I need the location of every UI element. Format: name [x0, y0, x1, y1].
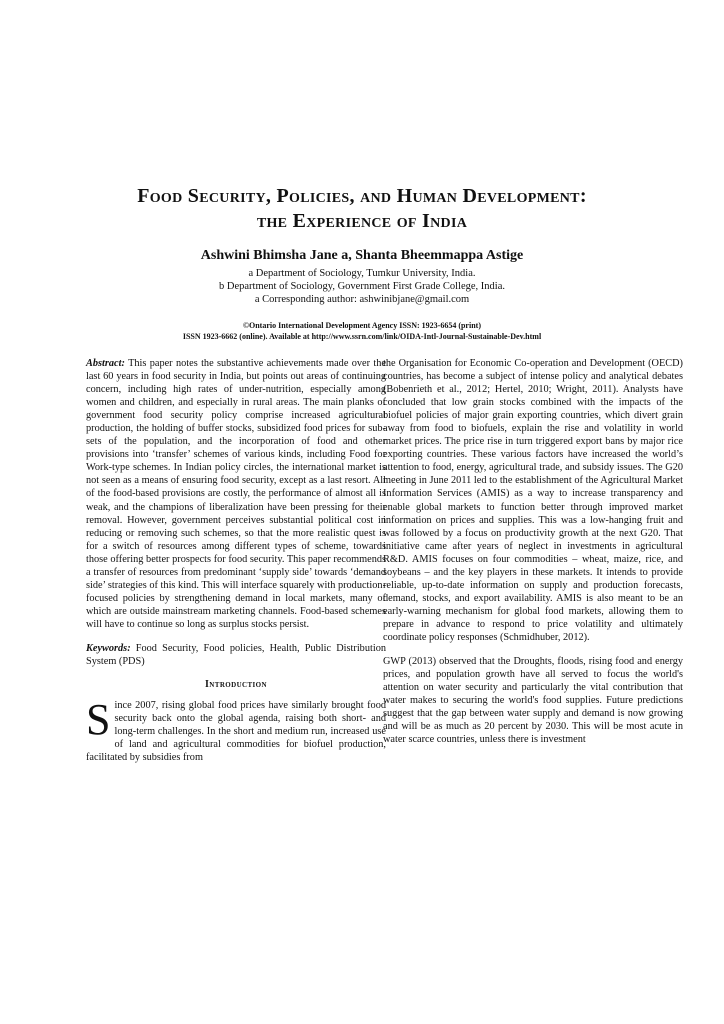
keywords-text: Food Security, Food policies, Health, Public Distribution System (PDS): [86, 642, 386, 668]
title-line-2: the Experience of India: [256, 210, 468, 232]
affiliation-a: a Department of Sociology, Tumkur University, India.: [248, 268, 476, 279]
copyright-line-2: ISSN 1923-6662 (online). Available at http://www.ssrn.com/link/OIDA-Intl-Journal-Sustainable-Dev.html: [182, 332, 542, 341]
left-column: [86, 357, 386, 764]
abstract-text: This paper notes the substantive achievements made over the last 60 years in food security in India, but points out areas of continuing concern, including high rates of under-nutrition, especially among women and children, and especially in rural areas. The main planks of government food security policy comprise increased agricultural production, the holding of buffer stocks, subsidized food prices for sub-sets of the population, and the incorporation of food and other provisions into ‘transfer’ schemes of various kinds, including Food for Work-type schemes. In Indian policy circles, the international market is not seen as a means of ensuring food security, except as a last resort. All of the food-based provisions are costly, the performance of almost all is weak, and the champions of liberalization have been pressing for their removal. However, government perceives substantial political cost in reducing or removing such schemes, so that the more realistic quest is for a switch of resources among different types of scheme, towards those offering better prospects for food security. This paper recommends a transfer of resources from predominant ‘supply side’ towards ‘demand side’ strategies of this kind. This will interface squarely with production-focused policies by strengthening demand in local markets, many of which are outside mainstream marketing channels. Food-based schemes will have to continue so long as surplus stocks persist.: [86, 358, 386, 630]
author-names: Ashwini Bhimsha Jane a, Shanta Bheemmappa Astige: [200, 248, 524, 263]
keywords: [86, 642, 386, 668]
copyright-line-1: ©Ontario International Development Agency ISSN: 1923-6654 (print): [243, 321, 481, 330]
introduction-paragraph: [86, 695, 386, 764]
right-paragraph-1: the Organisation for Economic Co-operation and Development (OECD) countries, has become a subject of intense policy and analytical debates (Bobenrieth et al., 2012; Hertel, 2010; Wright, 2011). Analysts have concluded that low grain stocks combined with the impacts of the biofuel policies of major grain exporting countries, which divert grain away from food to biofuels, explain the rise and volatility in world market prices. The price rise in turn triggered export bans by major rice exporting countries. These various factors have increased the world’s attention to food, energy, agricultural trade, and subsidy issues. The G20 meeting in June 2011 led to the establishment of the Agricultural Market Information Services (AMIS) as a way to increase transparency and enable global markets to function better through improved market information on prices and supplies. This was a low-hanging fruit and was followed by a focus on productivity growth at the next G20. That initiative came after years of neglect in investments in agricultural R&D. AMIS focuses on four commodities – wheat, maize, rice, and soybeans – and the key players in these markets. It intends to provide reliable, up-to-date information on supply and production forecasts, demand, stocks, and export availability. AMIS is also meant to be an early-warning mechanism for global food markets, allowing them to prepare in advance to respond to price volatility and ultimately coordinate policy responses (Schmidhuber, 2012).: [383, 358, 683, 643]
introduction-heading: Introduction: [205, 679, 267, 691]
title-line-1: Food Security, Policies, and Human Development:: [137, 185, 587, 207]
right-column: [383, 357, 683, 746]
right-paragraph-2: GWP (2013) observed that the Droughts, floods, rising food and energy prices, and population growth have all served to focus the world's attention on water security and particularly the vital contribution that water makes to securing the world's food supplies. Future predictions suggest that the gap between water supply and demand is now growing and will be as much as 20 percent by 2030. This will be most acute in water scarce countries, unless there is investment: [383, 656, 683, 746]
affiliation-b: b Department of Sociology, Government First Grade College, India.: [219, 281, 505, 292]
paper-title: [40, 184, 684, 234]
title-block: [40, 184, 684, 234]
keywords-label: Keywords:: [86, 642, 131, 654]
drop-cap: S: [86, 695, 111, 745]
introduction-text: ince 2007, rising global food prices have similarly brought food security back onto the global agenda, raising both short- and long-term challenges. In the short and medium run, increased use of land and agricultural commodities for biofuel production, facilitated by subsidies from: [86, 700, 386, 764]
abstract-label: Abstract:: [86, 358, 125, 369]
authors-block: [40, 248, 684, 306]
corresponding-author: a Corresponding author: ashwinibjane@gmail.com: [254, 294, 470, 305]
abstract: [86, 357, 386, 631]
copyright-block: [40, 320, 684, 342]
